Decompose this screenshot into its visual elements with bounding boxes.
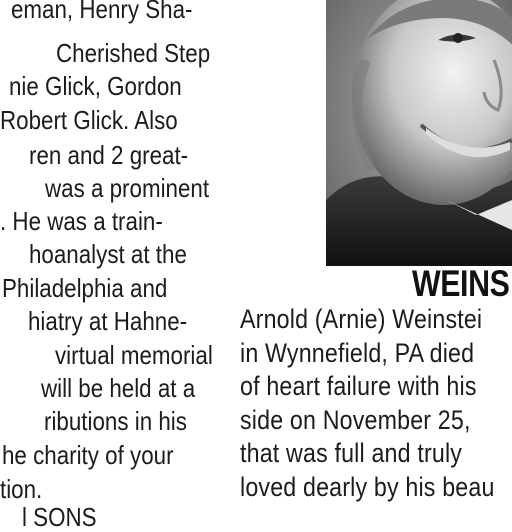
text-line: virtual memorial	[55, 340, 213, 370]
text-line: . He was a train-	[0, 206, 163, 236]
text-line: nie Glick, Gordon	[9, 71, 182, 101]
text-line: eman, Henry Sha-	[11, 0, 193, 24]
text-line: loved dearly by his beau	[240, 472, 495, 502]
text-line: in Wynnefield, PA died	[240, 338, 475, 368]
text-line: will be held at a	[41, 373, 196, 403]
text-line: ributions in his	[44, 406, 187, 436]
text-line: was a prominent	[45, 173, 210, 203]
portrait-photo	[326, 0, 512, 266]
text-line: Cherished Step	[56, 38, 211, 68]
text-line: Philadelphia and	[2, 273, 168, 303]
text-line: Arnold (Arnie) Weinstei	[240, 304, 483, 334]
text-line: hoanalyst at the	[29, 239, 187, 269]
obituary-left-column	[0, 0, 213, 532]
text-line: tion.	[0, 474, 43, 504]
text-line: that was full and truly	[240, 438, 463, 468]
text-line: side on November 25,	[240, 405, 471, 435]
text-line: of heart failure with his	[240, 371, 477, 401]
text-line: he charity of your	[2, 440, 174, 470]
obituary-name-headline: WEINS	[412, 263, 510, 304]
portrait-image	[326, 0, 512, 266]
text-line: ren and 2 great-	[29, 140, 189, 170]
text-line: l SONS	[22, 502, 97, 532]
text-line: hiatry at Hahne-	[28, 306, 188, 336]
text-line: Robert Glick. Also	[0, 105, 178, 135]
obituary-right-column	[240, 0, 512, 512]
